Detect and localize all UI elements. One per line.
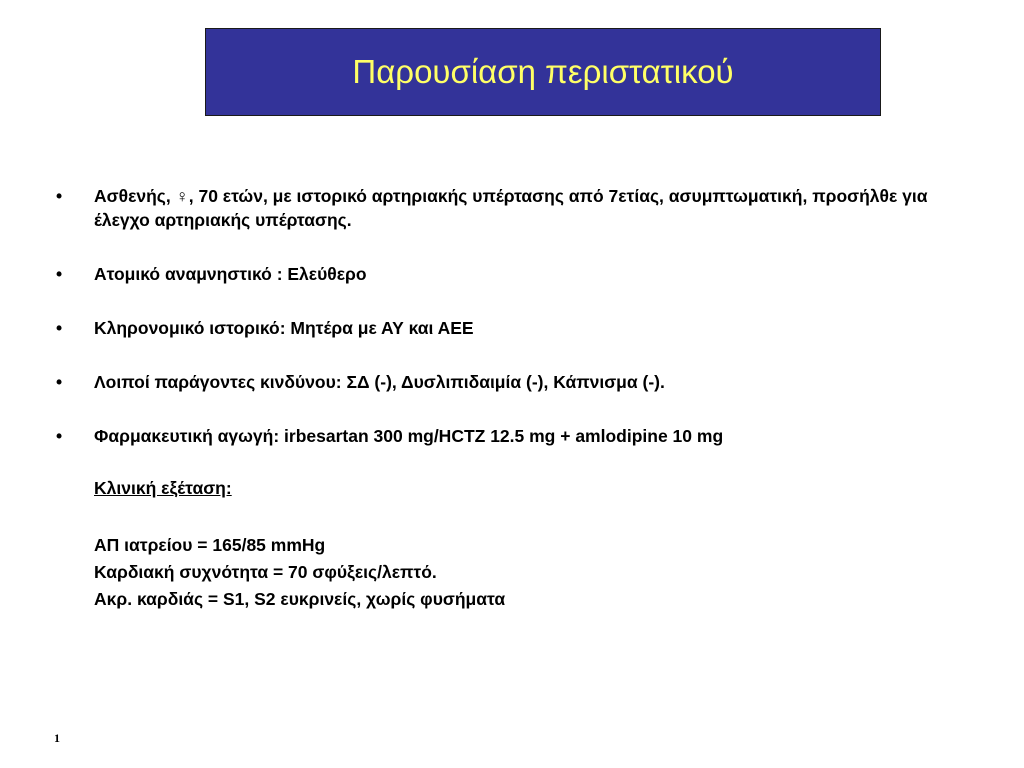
bullet-text-medication: Φαρμακευτική αγωγή: irbesartan 300 mg/HCTZ 12.5 mg + amlodipine 10 mg [94, 426, 724, 446]
bullet-item-patient [56, 184, 956, 232]
clinical-exam-heading: Κλινική εξέταση: [94, 478, 232, 498]
bullet-text-patient: Ασθενής, ♀, 70 ετών, με ιστορικό αρτηριακής υπέρτασης από 7ετίας, ασυμπτωματική, προσήλθε για έλεγχο αρτηριακής υπέρτασης. [94, 186, 928, 230]
clinical-exam-line-heart-rate: Καρδιακή συχνότητα = 70 σφύξεις/λεπτό. [94, 562, 437, 582]
bullet-icon: • [56, 426, 63, 446]
bullet-item-risk-factors [56, 370, 956, 394]
bullet-text-family-history: Κληρονομικό ιστορικό: Μητέρα με ΑΥ και ΑΕΕ [94, 318, 474, 338]
bullet-text-personal-history: Ατομικό αναμνηστικό : Ελεύθερο [94, 264, 367, 284]
slide-title-box [205, 28, 881, 116]
page-number: 1 [54, 731, 60, 745]
bullet-item-medication [56, 424, 956, 448]
clinical-exam-section [94, 476, 956, 613]
bullet-icon: • [56, 318, 63, 338]
clinical-exam-line-bp: ΑΠ ιατρείου = 165/85 mmHg [94, 535, 326, 555]
bullet-icon: • [56, 264, 63, 284]
slide-content [56, 184, 956, 613]
bullet-text-risk-factors: Λοιποί παράγοντες κινδύνου: ΣΔ (-), Δυσλιπιδαιμία (-), Κάπνισμα (-). [94, 372, 665, 392]
clinical-exam-list [94, 532, 956, 613]
bullet-item-family-history [56, 316, 956, 340]
bullet-item-personal-history [56, 262, 956, 286]
slide-title: Παρουσίαση περιστατικού [352, 53, 734, 90]
clinical-exam-line-auscultation: Ακρ. καρδιάς = S1, S2 ευκρινείς, χωρίς φυσήματα [94, 589, 506, 609]
bullet-icon: • [56, 186, 63, 206]
bullet-icon: • [56, 372, 63, 392]
